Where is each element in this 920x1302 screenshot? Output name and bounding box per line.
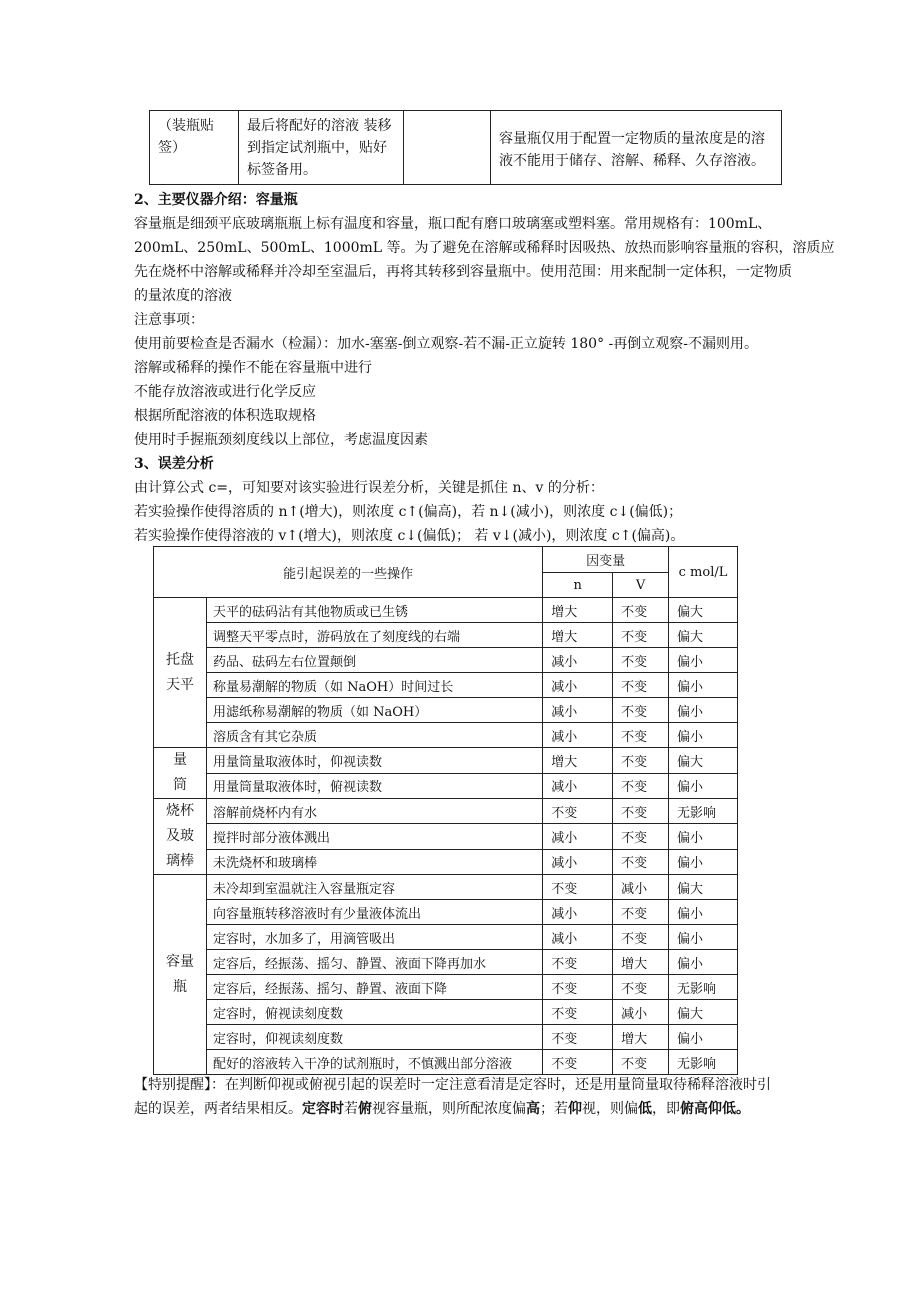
n-cell: 减小: [543, 925, 613, 950]
table-row: [154, 1000, 738, 1025]
operation-cell: 定容后，经振荡、摇匀、静置、液面下降再加水: [206, 950, 542, 975]
v-cell: 不变: [613, 698, 669, 723]
v-cell: 不变: [613, 748, 669, 774]
reminder-text: 视，则偏: [582, 1101, 638, 1117]
reminder-text: 视容量瓶，则所配浓度偏: [372, 1101, 526, 1117]
v-cell: 增大: [613, 1025, 669, 1050]
step-cell: [150, 111, 239, 185]
table-row: [154, 975, 738, 1000]
section3-line: 若实验操作使得溶液的 v↑(增大)，则浓度 c↓(偏低)； 若 v↓(减小)，则浓度 c↑(偏高)。: [134, 528, 685, 544]
reminder-text: ：在判断仰视或俯视引起的误差时一定注意看清是定容时，还是用量筒量取待稀释溶液时引: [211, 1077, 771, 1093]
c-cell: 无影响: [669, 799, 738, 824]
c-cell: 无影响: [669, 975, 738, 1000]
v-cell: 减小: [613, 875, 669, 900]
table-row: [154, 598, 738, 623]
table-row: [154, 1050, 738, 1075]
n-cell: 减小: [543, 824, 613, 849]
reminder-label: 【特别提醒】: [134, 1077, 211, 1093]
v-cell: 不变: [613, 900, 669, 925]
reminder-bold: 俯: [358, 1101, 372, 1117]
operation-cell: 称量易潮解的物质（如 NaOH）时间过长: [206, 673, 542, 698]
n-cell: 减小: [543, 773, 613, 799]
operation-cell: 定容时，水加多了，用滴管吸出: [206, 925, 542, 950]
section2-line: 不能存放溶液或进行化学反应: [134, 384, 316, 400]
c-cell: 偏小: [669, 723, 738, 748]
c-cell: 偏小: [669, 698, 738, 723]
table-row: [154, 648, 738, 673]
c-cell: 偏大: [669, 1000, 738, 1025]
n-cell: 不变: [543, 1000, 613, 1025]
v-cell: 不变: [613, 824, 669, 849]
c-cell: 偏小: [669, 900, 738, 925]
error-table: [153, 546, 738, 1075]
v-cell: 不变: [613, 925, 669, 950]
n-cell: 不变: [543, 975, 613, 1000]
table-row: [154, 773, 738, 799]
v-cell: 不变: [613, 623, 669, 648]
table-row: [154, 875, 738, 900]
section2-line: 使用前要检查是否漏水（检漏）：加水-塞塞-倒立观察-若不漏-正立旋转 180° -再倒立观察-不漏则用。: [134, 336, 759, 352]
operation-cell: 溶质含有其它杂质: [206, 723, 542, 748]
operation-cell: 药品、砝码左右位置颠倒: [206, 648, 542, 673]
operation-cell: 向容量瓶转移溶液时有少量液体流出: [206, 900, 542, 925]
table-row: [154, 698, 738, 723]
operation-cell: 天平的砝码沾有其他物质或已生锈: [206, 598, 542, 623]
c-cell: 偏小: [669, 824, 738, 849]
c-cell: 无影响: [669, 1050, 738, 1075]
operation-cell: 用量筒量取液体时，俯视读数: [206, 773, 542, 799]
category-label: 量筒: [172, 752, 187, 793]
category-label: 烧杯及玻璃棒: [165, 803, 194, 869]
operation-cell: 未洗烧杯和玻璃棒: [206, 849, 542, 874]
v-cell: 不变: [613, 773, 669, 799]
category-cell: [154, 748, 207, 799]
c-cell: 偏大: [669, 598, 738, 623]
n-cell: 不变: [543, 950, 613, 975]
n-cell: 不变: [543, 799, 613, 824]
section3-line: 由计算公式 c=，可知要对该实验进行误差分析，关键是抓住 n、v 的分析：: [134, 480, 604, 496]
section2-line: 溶解或稀释的操作不能在容量瓶中进行: [134, 360, 372, 376]
section2-line: 先在烧杯中溶解或稀释并冷却至室温后，再将其转移到容量瓶中。使用范围：用来配制一定体积，一定物质: [134, 264, 792, 280]
note-cell: [491, 111, 782, 185]
v-cell: 不变: [613, 1050, 669, 1075]
top-table: [149, 110, 782, 185]
n-cell: 不变: [543, 875, 613, 900]
v-cell: 不变: [613, 975, 669, 1000]
reminder-bold: 仰: [568, 1101, 582, 1117]
c-cell: 偏小: [669, 950, 738, 975]
table-row: [154, 723, 738, 748]
reminder-bold: 定容时: [302, 1101, 344, 1117]
n-cell: 减小: [543, 673, 613, 698]
v-cell: 减小: [613, 1000, 669, 1025]
table-row: [154, 799, 738, 824]
reminder-text: ，即: [652, 1101, 680, 1117]
v-cell: 不变: [613, 799, 669, 824]
n-cell: 增大: [543, 598, 613, 623]
n-cell: 增大: [543, 748, 613, 774]
n-cell: 不变: [543, 1050, 613, 1075]
operation-cell: 定容时，仰视读刻度数: [206, 1025, 542, 1050]
action-cell: [239, 111, 404, 185]
table-row: [154, 1025, 738, 1050]
v-cell: 不变: [613, 648, 669, 673]
table-row: [154, 900, 738, 925]
header-c: c mol/L: [669, 547, 738, 598]
c-cell: 偏小: [669, 648, 738, 673]
header-operations: 能引起误差的一些操作: [154, 547, 543, 598]
c-cell: 偏大: [669, 875, 738, 900]
v-cell: 增大: [613, 950, 669, 975]
v-cell: 不变: [613, 723, 669, 748]
note-text: 容量瓶仅用于配置一定物质的量浓度是的溶液不能用于储存、溶解、稀释、久存溶液。: [499, 130, 765, 169]
category-cell: [154, 875, 207, 1075]
category-label: 托盘天平: [165, 651, 194, 693]
category-cell: [154, 598, 207, 748]
operation-cell: 溶解前烧杯内有水: [206, 799, 542, 824]
operation-cell: 定容后，经振荡、摇匀、静置、液面下降: [206, 975, 542, 1000]
table-row: [154, 623, 738, 648]
table-row: [154, 950, 738, 975]
operation-cell: 定容时，俯视读刻度数: [206, 1000, 542, 1025]
operation-cell: 调整天平零点时，游码放在了刻度线的右端: [206, 623, 542, 648]
empty-cell: [404, 111, 491, 185]
section2-line: 200mL、250mL、500mL、1000mL 等。为了避免在溶解或稀释时因吸热、放热而影响容量瓶的容积，溶质应: [134, 240, 835, 256]
header-v: V: [613, 573, 669, 598]
n-cell: 减小: [543, 849, 613, 874]
step-text: （装瓶贴签）: [158, 118, 214, 156]
reminder-line-2: [134, 1097, 750, 1121]
n-cell: 减小: [543, 648, 613, 673]
table-row: [154, 824, 738, 849]
c-cell: 偏小: [669, 849, 738, 874]
c-cell: 偏大: [669, 623, 738, 648]
n-cell: 减小: [543, 723, 613, 748]
section2-line: 根据所配溶液的体积选取规格: [134, 408, 316, 424]
c-cell: 偏小: [669, 673, 738, 698]
category-label: 容量瓶: [165, 953, 194, 995]
header-n: n: [543, 573, 613, 598]
table-row: [154, 673, 738, 698]
operation-cell: 配好的溶液转入干净的试剂瓶时，不慎溅出部分溶液: [206, 1050, 542, 1075]
c-cell: 偏小: [669, 925, 738, 950]
n-cell: 减小: [543, 698, 613, 723]
reminder-text: ；若: [540, 1101, 568, 1117]
section2-line: 注意事项：: [134, 312, 204, 328]
section2-line: 的量浓度的溶液: [134, 288, 232, 304]
operation-cell: 搅拌时部分液体溅出: [206, 824, 542, 849]
section2-line: 使用时手握瓶颈刻度线以上部位，考虑温度因素: [134, 432, 428, 448]
c-cell: 偏小: [669, 773, 738, 799]
table-row: [154, 925, 738, 950]
v-cell: 不变: [613, 673, 669, 698]
header-variables: 因变量: [543, 547, 669, 573]
section2-heading: 2、主要仪器介绍：容量瓶: [134, 192, 298, 208]
category-cell: [154, 799, 207, 875]
reminder-text: 若: [344, 1101, 358, 1117]
reminder-bold: 俯高仰低。: [680, 1101, 750, 1117]
section3-heading: 3、误差分析: [134, 456, 214, 472]
section3-line: 若实验操作使得溶质的 n↑(增大)，则浓度 c↑(偏高)，若 n↓(减小)，则浓度 c↓(偏低)；: [134, 504, 683, 520]
table-row: [154, 748, 738, 774]
n-cell: 增大: [543, 623, 613, 648]
reminder-text: 起的误差，两者结果相反。: [134, 1101, 302, 1117]
n-cell: 不变: [543, 1025, 613, 1050]
n-cell: 减小: [543, 900, 613, 925]
section2-line: 容量瓶是细颈平底玻璃瓶瓶上标有温度和容量，瓶口配有磨口玻璃塞或塑料塞。常用规格有：100mL、: [134, 216, 772, 232]
action-text: 最后将配好的溶液 装移到指定试剂瓶中，贴好标签备用。: [247, 118, 392, 178]
v-cell: 不变: [613, 598, 669, 623]
c-cell: 偏大: [669, 748, 738, 774]
reminder-line-1: [134, 1073, 771, 1097]
c-cell: 偏小: [669, 1025, 738, 1050]
reminder-bold: 高: [526, 1101, 540, 1117]
operation-cell: 用滤纸称易潮解的物质（如 NaOH）: [206, 698, 542, 723]
table-row: [154, 849, 738, 874]
reminder-bold: 低: [638, 1101, 652, 1117]
v-cell: 不变: [613, 849, 669, 874]
operation-cell: 未冷却到室温就注入容量瓶定容: [206, 875, 542, 900]
operation-cell: 用量筒量取液体时，仰视读数: [206, 748, 542, 774]
